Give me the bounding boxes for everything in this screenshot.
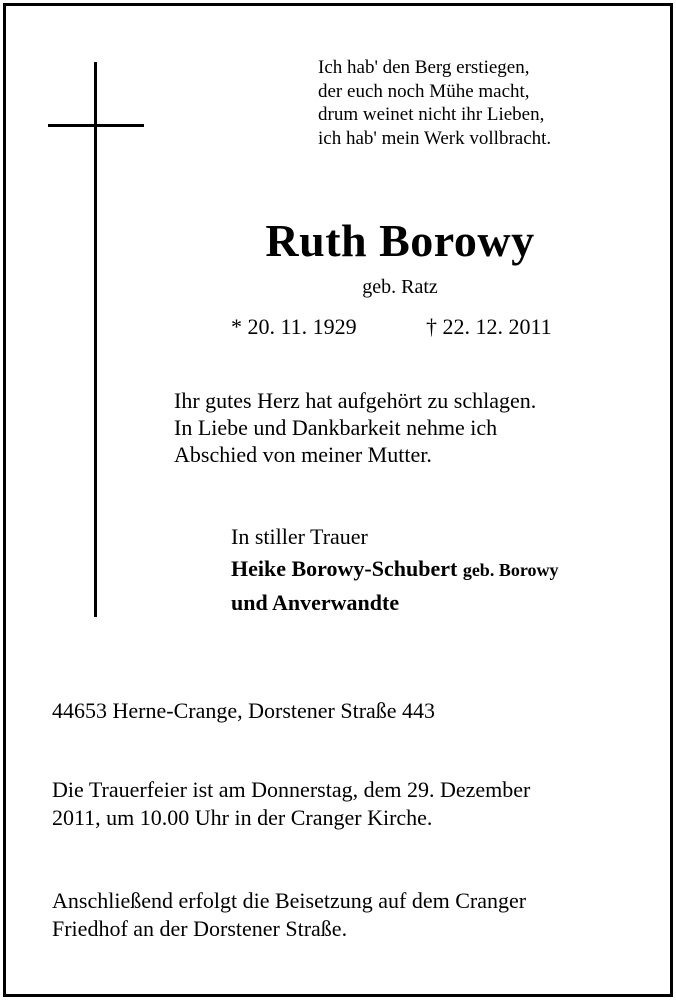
verse-line: der euch noch Mühe macht, (318, 80, 530, 102)
burial-line: Anschließend erfolgt die Beisetzung auf dem Cranger (52, 888, 527, 913)
deceased-name: Ruth Borowy (265, 215, 535, 266)
mourner-name: Heike Borowy-Schubert (231, 556, 458, 581)
message-line: In Liebe und Dankbarkeit nehme ich (174, 415, 498, 440)
service-line: Die Trauerfeier ist am Donnerstag, dem 29. Dezember (52, 777, 531, 802)
service-line: 2011, um 10.00 Uhr in der Cranger Kirche. (52, 805, 433, 830)
deceased-birth-name: geb. Ratz (362, 276, 438, 298)
message-line: Abschied von meiner Mutter. (174, 442, 432, 467)
memorial-verse (318, 56, 551, 150)
verse-line: ich hab' mein Werk vollbracht. (318, 127, 552, 149)
funeral-service-info (52, 776, 530, 832)
birth-date: * 20. 11. 1929 (231, 314, 357, 339)
verse-line: drum weinet nicht ihr Lieben, (318, 104, 545, 125)
obituary-notice (3, 3, 673, 997)
burial-info (52, 887, 526, 943)
relatives-line: und Anverwandte (231, 590, 400, 615)
mourner-birth-name: geb. Borowy (462, 560, 559, 580)
cross-vertical-bar (94, 62, 97, 617)
message-line: Ihr gutes Herz hat aufgehört zu schlagen. (174, 388, 537, 413)
farewell-message (174, 387, 536, 468)
mourning-intro: In stiller Trauer (231, 524, 368, 549)
verse-line: Ich hab' den Berg erstiegen, (318, 57, 530, 78)
address: 44653 Herne-Crange, Dorstener Straße 443 (52, 698, 436, 723)
cross-horizontal-bar (48, 124, 144, 127)
burial-line: Friedhof an der Dorstener Straße. (52, 916, 348, 941)
mourner-line (231, 555, 558, 584)
mourners-block (231, 523, 558, 621)
death-date: † 22. 12. 2011 (426, 314, 552, 339)
